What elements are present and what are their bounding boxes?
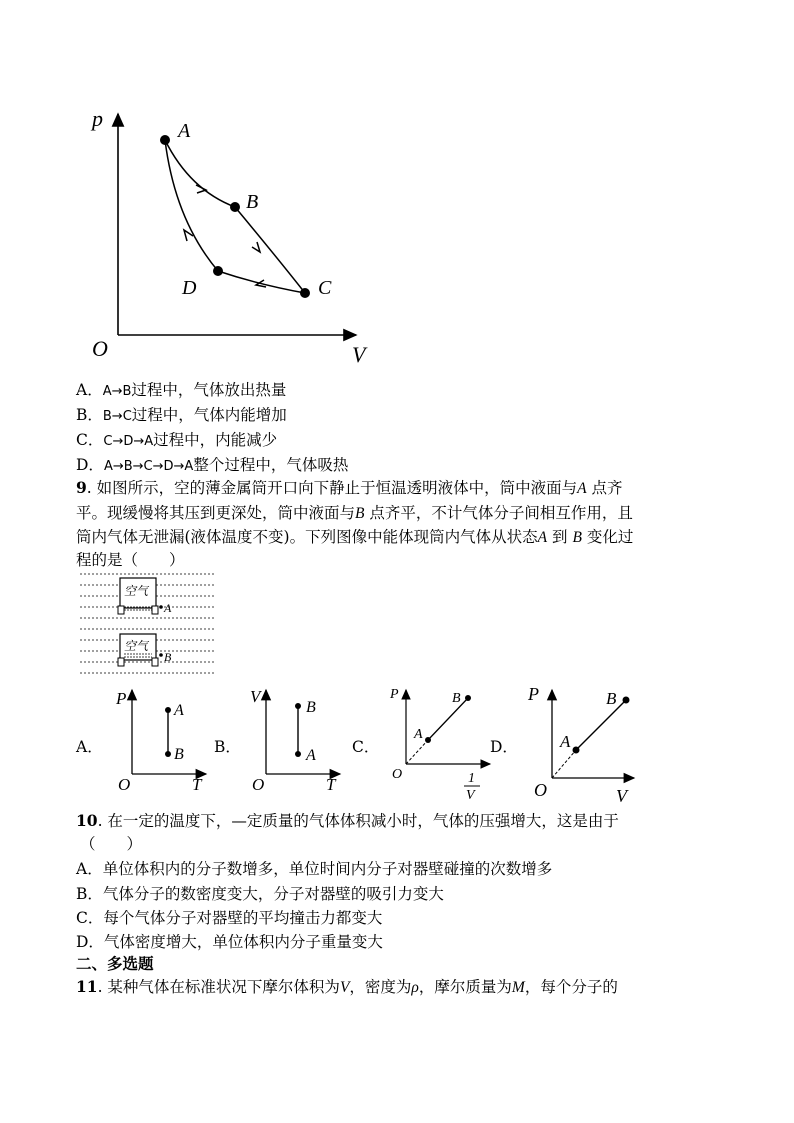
q8-option-b[interactable]: B．B→C过程中，气体内能增加 <box>76 406 287 424</box>
label-a: A <box>178 120 191 142</box>
point-b <box>230 202 240 212</box>
q10-stem: 10. 在一定的温度下，—定质量的气体体积减小时，气体的压强增大，这是由于 <box>76 811 619 830</box>
graph-a-origin: O <box>118 775 131 792</box>
q9-stem-line3: 筒内气体无泄漏(液体温度不变)。下列图像中能体现筒内气体从状态A 到 B 变化过 <box>76 528 634 546</box>
graph-d-bottom: A <box>560 732 571 751</box>
q10-option-b[interactable]: B．气体分子的数密度变大，分子对器壁的吸引力变大 <box>76 885 444 903</box>
graph-b-bottom: A <box>306 747 316 764</box>
q10-option-d[interactable]: D．气体密度增大，单位体积内分子重量变大 <box>76 933 383 951</box>
q8-option-c[interactable]: C．C→D→A过程中，内能减少 <box>76 431 278 449</box>
q8-option-a[interactable]: A．A→B过程中，气体放出热量 <box>76 381 287 399</box>
mark-b: B <box>164 650 172 664</box>
graph-c-x-den: V <box>466 788 475 802</box>
graph-a-x: T <box>192 775 202 792</box>
section-heading-multiple-choice: 二、多选题 <box>76 954 154 973</box>
q9-option-d-label[interactable]: D． <box>490 738 518 756</box>
graph-a-top: A <box>174 702 184 719</box>
q9-option-b-label[interactable]: B． <box>214 738 241 756</box>
q9-option-a-label[interactable]: A． <box>76 738 103 756</box>
q9-stem-line4: 程的是（ ） <box>76 551 185 569</box>
graph-b-x: T <box>326 775 336 792</box>
curve-cda <box>165 140 305 293</box>
graph-a-bottom: B <box>174 746 184 763</box>
q8-option-d[interactable]: D．A→B→C→D→A整个过程中，气体吸热 <box>76 456 349 474</box>
graph-c-top: B <box>452 691 461 706</box>
q9-stem-line1: 9. 如图所示，空的薄金属筒开口向下静止于恒温透明液体中，筒中液面与A 点齐 <box>76 478 623 497</box>
q10-option-c[interactable]: C．每个气体分子对器壁的平均撞击力都变大 <box>76 909 383 927</box>
graph-b-origin: O <box>252 775 265 792</box>
point-c <box>300 288 310 298</box>
label-b: B <box>246 191 259 213</box>
origin-label: O <box>92 336 108 361</box>
label-d: D <box>182 277 197 299</box>
graph-a-y: P <box>116 689 127 708</box>
mark-a: A <box>164 601 172 615</box>
q10-blank: （ ） <box>80 835 143 853</box>
q11-stem: 11. 某种气体在标准状况下摩尔体积为V，密度为ρ，摩尔质量为M，每个分子的 <box>76 977 618 996</box>
point-a <box>160 135 170 145</box>
graph-c-y: P <box>390 687 399 702</box>
graph-d-y: P <box>528 684 539 704</box>
graph-b-y: V <box>250 687 261 706</box>
graph-c-x-num: 1 <box>468 771 475 786</box>
q10-option-a[interactable]: A．单位体积内的分子数增多，单位时间内分子对器壁碰撞的次数增多 <box>76 860 553 878</box>
graph-c-bottom: A <box>414 727 423 742</box>
q9-graph-a[interactable] <box>110 682 210 792</box>
curve-abc <box>165 140 305 293</box>
q9-graph-c[interactable] <box>386 682 496 802</box>
p-axis-label: p <box>92 106 103 131</box>
q9-graph-b[interactable] <box>244 682 344 792</box>
air-label-upper: 空气 <box>124 584 149 598</box>
pv-cycle-figure <box>80 100 380 370</box>
label-c: C <box>318 277 332 299</box>
graph-b-top: B <box>306 699 316 716</box>
arrow-bc <box>252 242 260 252</box>
q9-stem-line2: 平。现缓慢将其压到更深处，筒中液面与B 点齐平，不计气体分子间相互作用，且 <box>76 504 633 522</box>
graph-d-x: V <box>616 786 627 806</box>
graph-c-origin: O <box>392 767 403 782</box>
graph-d-origin: O <box>534 780 547 800</box>
air-label-lower: 空气 <box>124 639 149 653</box>
graph-d-top: B <box>606 689 617 708</box>
q9-container-figure <box>78 570 218 680</box>
q9-graph-d[interactable] <box>520 682 640 806</box>
q9-option-c-label[interactable]: C． <box>352 738 380 756</box>
v-axis-label: V <box>352 342 366 367</box>
point-d <box>213 266 223 276</box>
